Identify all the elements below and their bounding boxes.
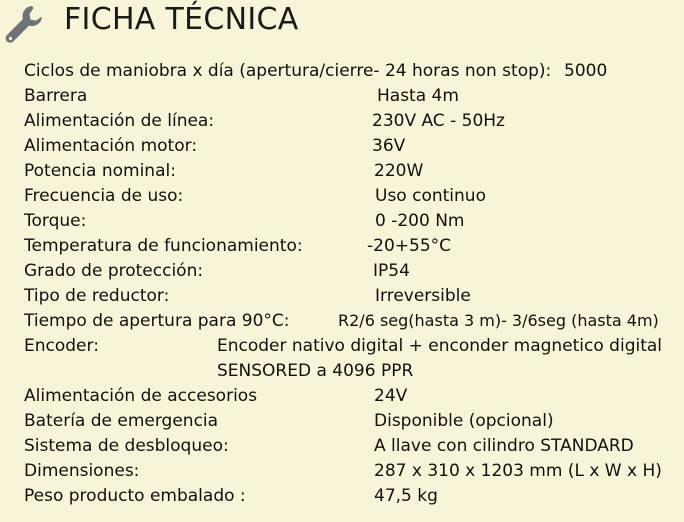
spec-label: Temperatura de funcionamiento: [24, 236, 303, 256]
spec-row-frecuencia [24, 184, 684, 208]
spec-row-torque [24, 209, 684, 233]
header [0, 0, 684, 52]
spec-label: Sistema de desbloqueo: [24, 436, 229, 456]
spec-value: 24V [374, 386, 408, 406]
spec-value: 47,5 kg [374, 486, 438, 506]
page-title: FICHA TÉCNICA [64, 2, 299, 37]
spec-label: Ciclos de maniobra x día (apertura/cierre- 24 horas non stop): [24, 61, 552, 81]
spec-value: Encoder nativo digital + enconder magnetico digital [217, 336, 663, 356]
spec-label: Barrera [24, 86, 88, 106]
spec-row-grado-proteccion [24, 259, 684, 283]
spec-label: Potencia nominal: [24, 161, 176, 181]
spec-value: A llave con cilindro STANDARD [374, 436, 634, 456]
spec-label: Torque: [24, 211, 87, 231]
spec-label: Alimentación de accesorios [24, 386, 258, 406]
spec-label: Frecuencia de uso: [24, 186, 184, 206]
spec-row-potencia [24, 159, 684, 183]
spec-row-desbloqueo [24, 434, 684, 458]
spec-row-temperatura [24, 234, 684, 258]
spec-row-encoder [24, 334, 684, 358]
wrench-icon [2, 2, 48, 48]
spec-row-encoder-cont [24, 359, 684, 383]
spec-row-bateria [24, 409, 684, 433]
spec-row-alimentacion-motor [24, 134, 684, 158]
spec-label: Alimentación de línea: [24, 111, 215, 131]
spec-row-reductor [24, 284, 684, 308]
spec-value: Hasta 4m [377, 86, 459, 106]
spec-value: R2/6 seg(hasta 3 m)- 3/6seg (hasta 4m) [338, 311, 659, 330]
spec-row-dimensiones [24, 459, 684, 483]
spec-label: Peso producto embalado : [24, 486, 246, 506]
spec-label: Tiempo de apertura para 90°C: [24, 311, 290, 331]
spec-label: Dimensiones: [24, 461, 140, 481]
spec-row-tiempo-apertura [24, 309, 684, 333]
spec-value: -20+55°C [367, 236, 452, 256]
spec-value: IP54 [373, 261, 410, 281]
spec-value: 36V [372, 136, 406, 156]
spec-row-peso [24, 484, 684, 508]
spec-label: Encoder: [24, 336, 99, 356]
spec-row-ciclos [24, 59, 684, 83]
spec-value: 5000 [564, 61, 608, 81]
spec-row-alimentacion-linea [24, 109, 684, 133]
spec-row-barrera [24, 84, 684, 108]
spec-label: Grado de protección: [24, 261, 204, 281]
spec-value: Irreversible [375, 286, 471, 306]
spec-label: Alimentación motor: [24, 136, 198, 156]
spec-value: 230V AC - 50Hz [372, 111, 505, 131]
spec-value: Uso continuo [375, 186, 486, 206]
spec-value: 287 x 310 x 1203 mm (L x W x H) [374, 461, 662, 481]
spec-label: Batería de emergencia [24, 411, 219, 431]
spec-value: 220W [374, 161, 424, 181]
spec-label: Tipo de reductor: [24, 286, 170, 306]
spec-value: 0 -200 Nm [375, 211, 465, 231]
spec-value: Disponible (opcional) [374, 411, 554, 431]
spec-value-continued: SENSORED a 4096 PPR [217, 361, 414, 381]
spec-row-alimentacion-accesorios [24, 384, 684, 408]
